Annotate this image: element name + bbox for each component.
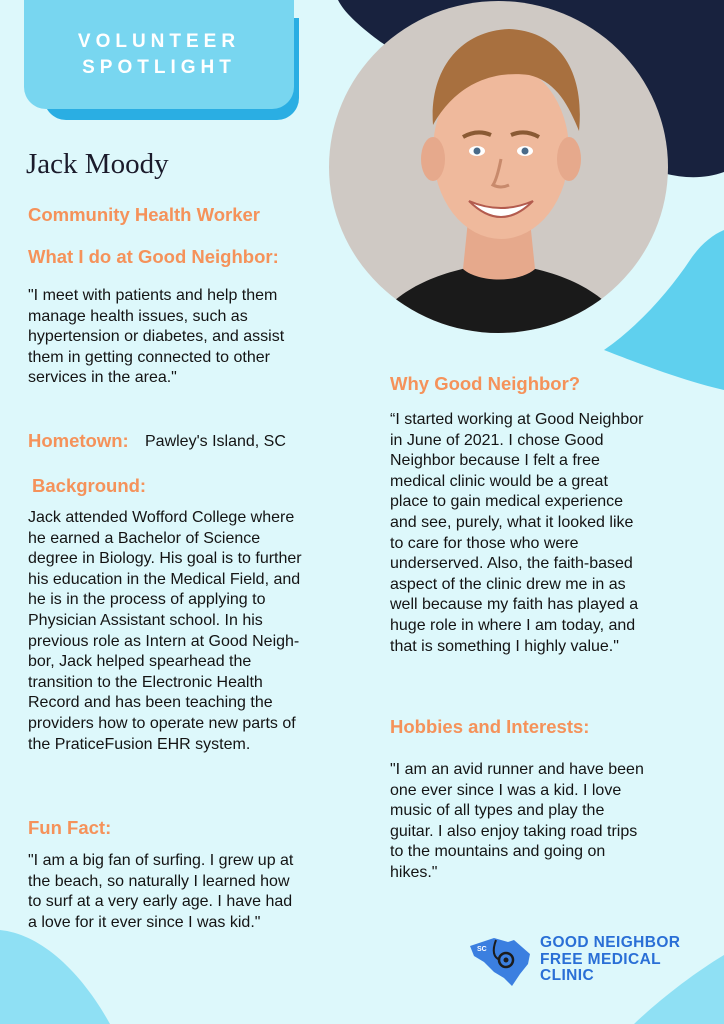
volunteer-name: Jack Moody bbox=[26, 148, 169, 180]
badge-title: VOLUNTEER SPOTLIGHT bbox=[77, 30, 241, 78]
fun-fact-heading: Fun Fact: bbox=[28, 817, 112, 838]
good-neighbor-logo bbox=[468, 932, 708, 992]
hobbies-heading: Hobbies and Interests: bbox=[390, 716, 590, 737]
hometown-value: Pawley's Island, SC bbox=[145, 433, 286, 450]
logo-state-abbrev: SC bbox=[477, 946, 487, 953]
volunteer-spotlight-badge bbox=[24, 0, 294, 109]
hobbies-text: "I am an avid runner and have been one ever since I was a kid. I love music of all types and play the guitar. I also enjoy taking road trips to the mountains and going on hikes." bbox=[390, 761, 644, 881]
background-text: Jack attended Wofford College where he earned a Bachelor of Science degree in Biology. His goal is to further his education in the Medical Field, and he is in the process of applying to Physician Assistant school. In his previous role as Intern at Good Neigh- bor, Jack helped spearhead the transition to the Electronic Health Record and has been teaching the providers how to operate new parts of the PraticeFusion EHR system. bbox=[28, 509, 302, 753]
hometown-label: Hometown: bbox=[28, 430, 129, 451]
volunteer-role: Community Health Worker bbox=[28, 204, 260, 225]
what-i-do-text: "I meet with patients and help them manage health issues, such as hypertension or diabetes, and assist them in getting connected to other services in the area." bbox=[28, 287, 285, 387]
fun-fact-text: "I am a big fan of surfing. I grew up at the beach, so naturally I learned how to surf at a very early age. I have had a love for it ever since I was kid." bbox=[28, 852, 294, 931]
south-carolina-map-icon bbox=[468, 932, 536, 992]
background-heading: Background: bbox=[32, 475, 147, 496]
why-good-neighbor-text: “I started working at Good Neighbor in June of 2021. I chose Good Neighbor because I felt a free medical clinic would be a great place to gain medical experience and see, purely, what it looked like to care for those who were underserved. Also, the faith-based aspect of the clinic drew me in as well because my faith has played a huge role in where I am today, and that is something I highly value." bbox=[390, 411, 644, 655]
logo-text: GOOD NEIGHBOR FREE MEDICAL CLINIC bbox=[540, 934, 681, 984]
profile-photo bbox=[329, 1, 668, 333]
why-good-neighbor-heading: Why Good Neighbor? bbox=[390, 373, 581, 394]
cyan-decorative-blob-bottom-left bbox=[0, 930, 110, 1024]
what-i-do-heading: What I do at Good Neighbor: bbox=[28, 246, 279, 267]
